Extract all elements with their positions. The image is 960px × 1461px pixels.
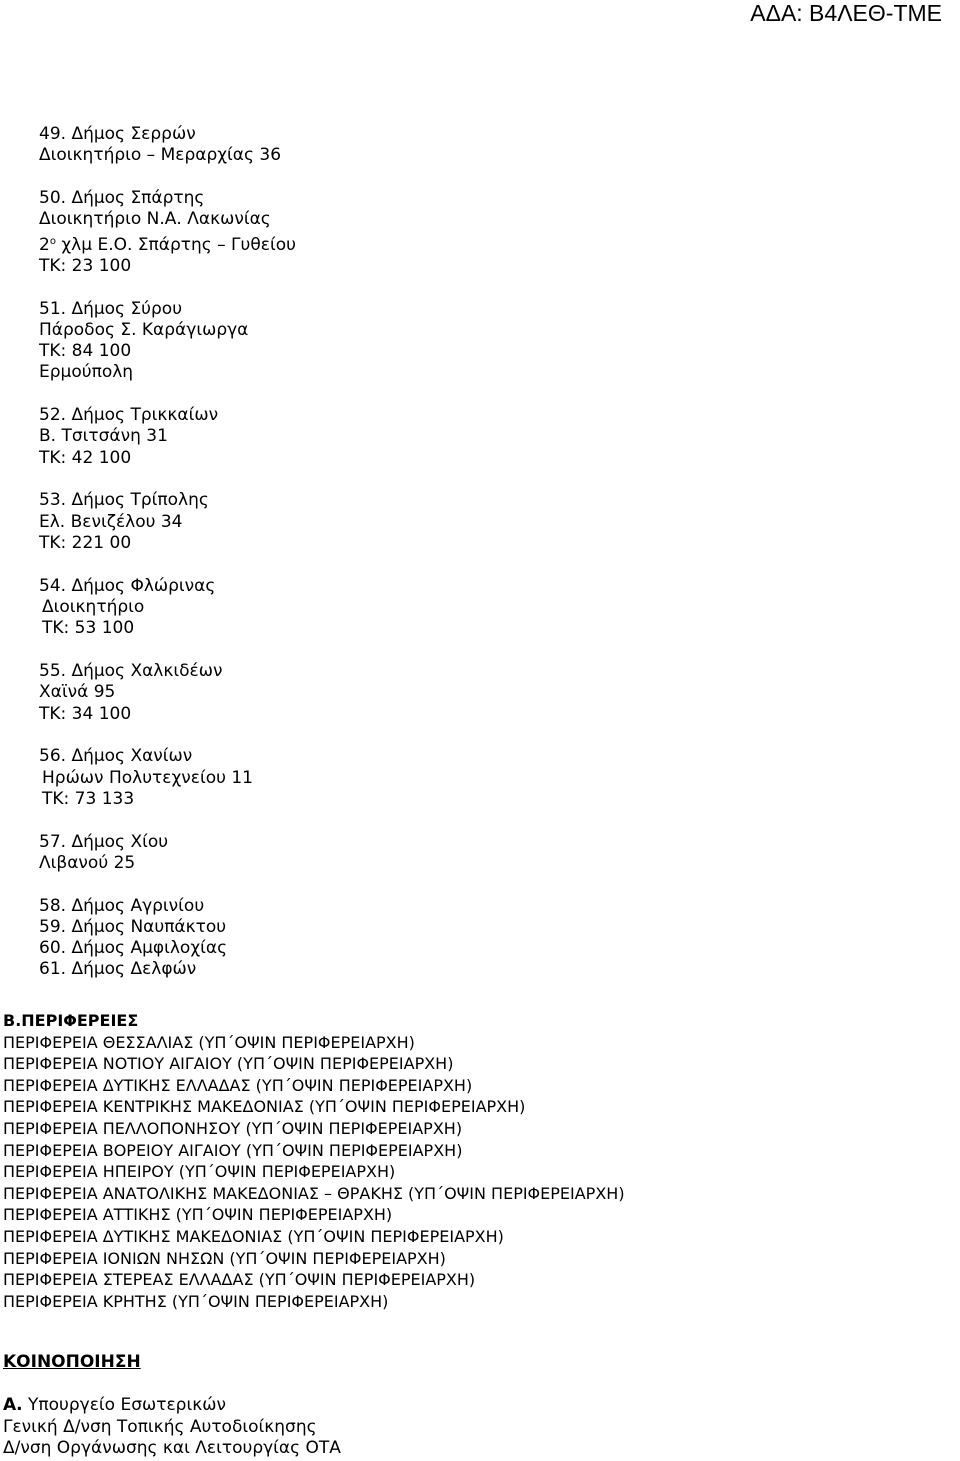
region-item: ΠΕΡΙΦΕΡΕΙΑ ΝΟΤΙΟΥ ΑΙΓΑΙΟΥ (ΥΠ΄ΟΨΙΝ ΠΕΡΙΦΕΡΕΙΑΡΧΗ) bbox=[3, 1054, 454, 1074]
entry-title: 59. Δήμος Ναυπάκτου bbox=[39, 916, 227, 937]
notification-heading: ΚΟΙΝΟΠΟΙΗΣΗ bbox=[3, 1352, 141, 1372]
region-item: ΠΕΡΙΦΕΡΕΙΑ ΒΟΡΕΙΟΥ ΑΙΓΑΙΟΥ (ΥΠ΄ΟΨΙΝ ΠΕΡΙΦΕΡΕΙΑΡΧΗ) bbox=[3, 1140, 463, 1160]
entry-address: Πάροδος Σ. Καράγιωργα bbox=[39, 319, 249, 340]
km-road: χλμ Ε.Ο. Σπάρτης – Γυθείου bbox=[55, 234, 296, 255]
regions-heading: Β.ΠΕΡΙΦΕΡΕΙΕΣ bbox=[3, 1011, 139, 1030]
entry-title: 49. Δήμος Σερρών bbox=[39, 124, 196, 144]
entry-address: Διοικητήριο Ν.Α. Λακωνίας bbox=[39, 209, 271, 230]
entry-title: 61. Δήμος Δελφών bbox=[39, 959, 197, 980]
entry-address: Διοικητήριο bbox=[42, 597, 145, 617]
list-item bbox=[39, 661, 296, 725]
regions-section bbox=[3, 1010, 625, 1312]
km-number: 2 bbox=[39, 234, 50, 255]
list-item bbox=[39, 832, 296, 875]
region-item: ΠΕΡΙΦΕΡΕΙΑ ΣΤΕΡΕΑΣ ΕΛΛΑΔΑΣ (ΥΠ΄ΟΨΙΝ ΠΕΡΙΦΕΡΕΙΑΡΧΗ) bbox=[3, 1270, 476, 1290]
list-item bbox=[39, 746, 296, 810]
entry-postcode: ΤΚ: 34 100 bbox=[39, 703, 132, 724]
recipient-ministry bbox=[3, 1395, 341, 1417]
entry-address: Ηρώων Πολυτεχνείου 11 bbox=[42, 767, 253, 788]
region-item: ΠΕΡΙΦΕΡΕΙΑ ΔΥΤΙΚΗΣ ΕΛΛΑΔΑΣ (ΥΠ΄ΟΨΙΝ ΠΕΡΙΦΕΡΕΙΑΡΧΗ) bbox=[3, 1075, 473, 1095]
entry-postcode: ΤΚ: 23 100 bbox=[39, 255, 132, 276]
entry-city: Ερμούπολη bbox=[39, 362, 134, 383]
entry-title: 58. Δήμος Αγρινίου bbox=[39, 895, 205, 916]
list-item bbox=[39, 576, 296, 640]
region-item: ΠΕΡΙΦΕΡΕΙΑ ΑΤΤΙΚΗΣ (ΥΠ΄ΟΨΙΝ ΠΕΡΙΦΕΡΕΙΑΡΧΗ) bbox=[3, 1205, 393, 1225]
entry-postcode: ΤΚ: 53 100 bbox=[42, 618, 135, 639]
entry-postcode: ΤΚ: 73 133 bbox=[42, 788, 135, 809]
municipality-list bbox=[39, 124, 296, 981]
list-item bbox=[39, 938, 296, 959]
entry-title: 51. Δήμος Σύρου bbox=[39, 298, 183, 319]
list-item bbox=[39, 124, 296, 167]
entry-title: 57. Δήμος Χίου bbox=[39, 831, 169, 852]
list-item bbox=[39, 188, 296, 277]
entry-title: 60. Δήμος Αμφιλοχίας bbox=[39, 938, 228, 959]
region-item: ΠΕΡΙΦΕΡΕΙΑ ΠΕΛΛΟΠΟΝΗΣΟΥ (ΥΠ΄ΟΨΙΝ ΠΕΡΙΦΕΡΕΙΑΡΧΗ) bbox=[3, 1118, 463, 1138]
notification-recipients bbox=[3, 1395, 341, 1460]
list-item bbox=[39, 959, 296, 980]
region-item: ΠΕΡΙΦΕΡΕΙΑ ΘΕΣΣΑΛΙΑΣ (ΥΠ΄ΟΨΙΝ ΠΕΡΙΦΕΡΕΙΑΡΧΗ) bbox=[3, 1032, 415, 1052]
entry-title: 56. Δήμος Χανίων bbox=[39, 746, 193, 767]
region-item: ΠΕΡΙΦΕΡΕΙΑ ΚΡΗΤΗΣ (ΥΠ΄ΟΨΙΝ ΠΕΡΙΦΕΡΕΙΑΡΧΗ) bbox=[3, 1291, 389, 1311]
entry-address: Λιβανού 25 bbox=[39, 852, 136, 873]
entry-postcode: ΤΚ: 221 00 bbox=[39, 533, 132, 554]
recipient-name: Υπουργείο Εσωτερικών bbox=[22, 1395, 226, 1415]
region-item: ΠΕΡΙΦΕΡΕΙΑ ΗΠΕΙΡΟΥ (ΥΠ΄ΟΨΙΝ ΠΕΡΙΦΕΡΕΙΑΡΧΗ) bbox=[3, 1162, 396, 1182]
entry-address: Ελ. Βενιζέλου 34 bbox=[39, 511, 183, 532]
list-item bbox=[39, 896, 296, 917]
recipient-line: Δ/νση Οργάνωσης και Λειτουργίας ΟΤΑ bbox=[3, 1438, 341, 1458]
entry-km-address bbox=[39, 231, 296, 256]
entry-address: Διοικητήριο – Μεραρχίας 36 bbox=[39, 145, 282, 166]
entry-title: 50. Δήμος Σπάρτης bbox=[39, 187, 205, 208]
list-item bbox=[39, 299, 296, 384]
region-item: ΠΕΡΙΦΕΡΕΙΑ ΔΥΤΙΚΗΣ ΜΑΚΕΔΟΝΙΑΣ (ΥΠ΄ΟΨΙΝ ΠΕΡΙΦΕΡΕΙΑΡΧΗ) bbox=[3, 1226, 504, 1246]
km-superscript: ο bbox=[49, 235, 56, 247]
entry-address: Β. Τσιτσάνη 31 bbox=[39, 426, 168, 447]
entry-title: 52. Δήμος Τρικκαίων bbox=[39, 405, 219, 426]
ada-code: ΑΔΑ: Β4ΛΕΘ-ΤΜΕ bbox=[750, 0, 942, 26]
entry-title: 53. Δήμος Τρίπολης bbox=[39, 490, 209, 511]
entry-title: 55. Δήμος Χαλκιδέων bbox=[39, 660, 223, 681]
recipient-letter: Α. bbox=[3, 1395, 23, 1415]
list-item bbox=[39, 490, 296, 554]
region-item: ΠΕΡΙΦΕΡΕΙΑ ΙΟΝΙΩΝ ΝΗΣΩΝ (ΥΠ΄ΟΨΙΝ ΠΕΡΙΦΕΡΕΙΑΡΧΗ) bbox=[3, 1248, 446, 1268]
entry-address: Χαϊνά 95 bbox=[39, 682, 116, 703]
entry-postcode: ΤΚ: 84 100 bbox=[39, 341, 132, 362]
list-item bbox=[39, 405, 296, 469]
region-item: ΠΕΡΙΦΕΡΕΙΑ ΑΝΑΤΟΛΙΚΗΣ ΜΑΚΕΔΟΝΙΑΣ – ΘΡΑΚΗΣ (ΥΠ΄ΟΨΙΝ ΠΕΡΙΦΕΡΕΙΑΡΧΗ) bbox=[3, 1183, 625, 1203]
list-item bbox=[39, 917, 296, 938]
entry-title: 54. Δήμος Φλώρινας bbox=[39, 575, 216, 596]
recipient-line: Γενική Δ/νση Τοπικής Αυτοδιοίκησης bbox=[3, 1416, 317, 1437]
entry-postcode: ΤΚ: 42 100 bbox=[39, 447, 132, 468]
region-item: ΠΕΡΙΦΕΡΕΙΑ ΚΕΝΤΡΙΚΗΣ ΜΑΚΕΔΟΝΙΑΣ (ΥΠ΄ΟΨΙΝ ΠΕΡΙΦΕΡΕΙΑΡΧΗ) bbox=[3, 1097, 526, 1117]
